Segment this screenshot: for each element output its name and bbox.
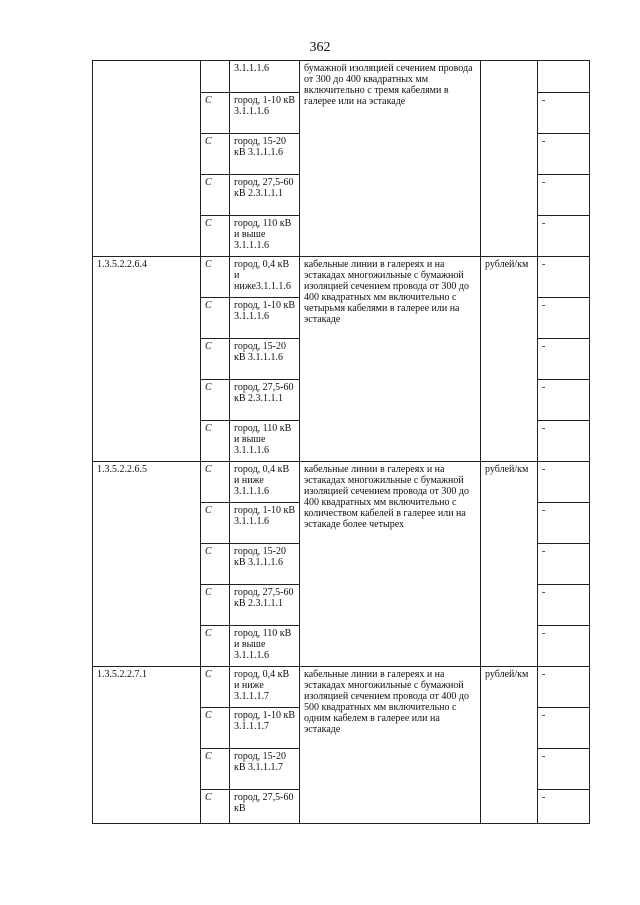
- flag-cell: С: [201, 421, 230, 462]
- flag-cell: С: [201, 585, 230, 626]
- flag-cell: С: [201, 175, 230, 216]
- unit-cell: рублей/км: [481, 257, 538, 462]
- table-row: [93, 61, 590, 93]
- flag-cell: С: [201, 298, 230, 339]
- territory-cell: город, 27,5-60 кВ 2.3.1.1.1: [230, 585, 300, 626]
- value-cell: -: [538, 421, 590, 462]
- description-cell: бумажной изоляцией сечением провода от 300 до 400 квадратных мм включительно с тремя кабелями в галерее или на эстакаде: [300, 61, 481, 257]
- flag-cell: С: [201, 708, 230, 749]
- territory-cell: город, 110 кВ и выше 3.1.1.1.6: [230, 421, 300, 462]
- flag-cell: С: [201, 462, 230, 503]
- value-cell: -: [538, 462, 590, 503]
- description-cell: кабельные линии в галереях и на эстакадах многожильные с бумажной изоляцией сечением провода от 400 до 500 квадратных мм включительно с одним кабелем в галерее или на эстакаде: [300, 667, 481, 824]
- flag-cell: С: [201, 667, 230, 708]
- value-cell: -: [538, 93, 590, 134]
- territory-cell: город, 110 кВ и выше 3.1.1.1.6: [230, 216, 300, 257]
- value-cell: -: [538, 790, 590, 824]
- tariff-table-body: [93, 61, 590, 824]
- territory-cell: город, 1-10 кВ 3.1.1.1.6: [230, 298, 300, 339]
- description-cell: кабельные линии в галереях и на эстакадах многожильные с бумажной изоляцией сечением провода от 300 до 400 квадратных мм включительно с четырьмя кабелями в галерее или на эстакаде: [300, 257, 481, 462]
- territory-cell: город, 15-20 кВ 3.1.1.1.6: [230, 339, 300, 380]
- value-cell: -: [538, 134, 590, 175]
- table-row: [93, 257, 590, 298]
- value-cell: [538, 61, 590, 93]
- value-cell: -: [538, 503, 590, 544]
- table-row: [93, 462, 590, 503]
- territory-cell: город, 15-20 кВ 3.1.1.1.7: [230, 749, 300, 790]
- value-cell: -: [538, 544, 590, 585]
- value-cell: -: [538, 216, 590, 257]
- territory-cell: город, 1-10 кВ 3.1.1.1.6: [230, 503, 300, 544]
- value-cell: -: [538, 298, 590, 339]
- territory-cell: город, 27,5-60 кВ 2.3.1.1.1: [230, 380, 300, 421]
- value-cell: -: [538, 749, 590, 790]
- row-code: 1.3.5.2.2.6.4: [93, 257, 201, 462]
- flag-cell: С: [201, 216, 230, 257]
- row-code: [93, 61, 201, 257]
- unit-cell: [481, 61, 538, 257]
- unit-cell: рублей/км: [481, 462, 538, 667]
- flag-cell: С: [201, 626, 230, 667]
- territory-cell: город, 27,5-60 кВ 2.3.1.1.1: [230, 175, 300, 216]
- unit-cell: рублей/км: [481, 667, 538, 824]
- flag-cell: С: [201, 339, 230, 380]
- value-cell: -: [538, 380, 590, 421]
- territory-cell: город, 0,4 кВ и ниже 3.1.1.1.7: [230, 667, 300, 708]
- value-cell: -: [538, 339, 590, 380]
- value-cell: -: [538, 175, 590, 216]
- territory-cell: город, 27,5-60 кВ: [230, 790, 300, 824]
- tariff-table: [92, 60, 590, 824]
- territory-cell: город, 15-20 кВ 3.1.1.1.6: [230, 134, 300, 175]
- territory-cell: город, 1-10 кВ 3.1.1.1.7: [230, 708, 300, 749]
- territory-cell: город, 1-10 кВ 3.1.1.1.6: [230, 93, 300, 134]
- value-cell: -: [538, 667, 590, 708]
- territory-cell: 3.1.1.1.6: [230, 61, 300, 93]
- value-cell: -: [538, 585, 590, 626]
- flag-cell: С: [201, 134, 230, 175]
- page-number: 362: [309, 40, 331, 55]
- table-row: [93, 667, 590, 708]
- territory-cell: город, 0,4 кВ и ниже 3.1.1.1.6: [230, 462, 300, 503]
- flag-cell: С: [201, 790, 230, 824]
- flag-cell: С: [201, 380, 230, 421]
- value-cell: -: [538, 626, 590, 667]
- flag-cell: С: [201, 749, 230, 790]
- flag-cell: С: [201, 544, 230, 585]
- value-cell: -: [538, 708, 590, 749]
- description-cell: кабельные линии в галереях и на эстакадах многожильные с бумажной изоляцией сечением провода от 300 до 400 квадратных мм включительно с количеством кабелей в галерее или на эстакаде более четырех: [300, 462, 481, 667]
- row-code: 1.3.5.2.2.7.1: [93, 667, 201, 824]
- flag-cell: С: [201, 503, 230, 544]
- territory-cell: город, 15-20 кВ 3.1.1.1.6: [230, 544, 300, 585]
- row-code: 1.3.5.2.2.6.5: [93, 462, 201, 667]
- territory-cell: город, 110 кВ и выше 3.1.1.1.6: [230, 626, 300, 667]
- flag-cell: С: [201, 257, 230, 298]
- flag-cell: С: [201, 93, 230, 134]
- territory-cell: город, 0,4 кВ и ниже3.1.1.1.6: [230, 257, 300, 298]
- flag-cell: [201, 61, 230, 93]
- value-cell: -: [538, 257, 590, 298]
